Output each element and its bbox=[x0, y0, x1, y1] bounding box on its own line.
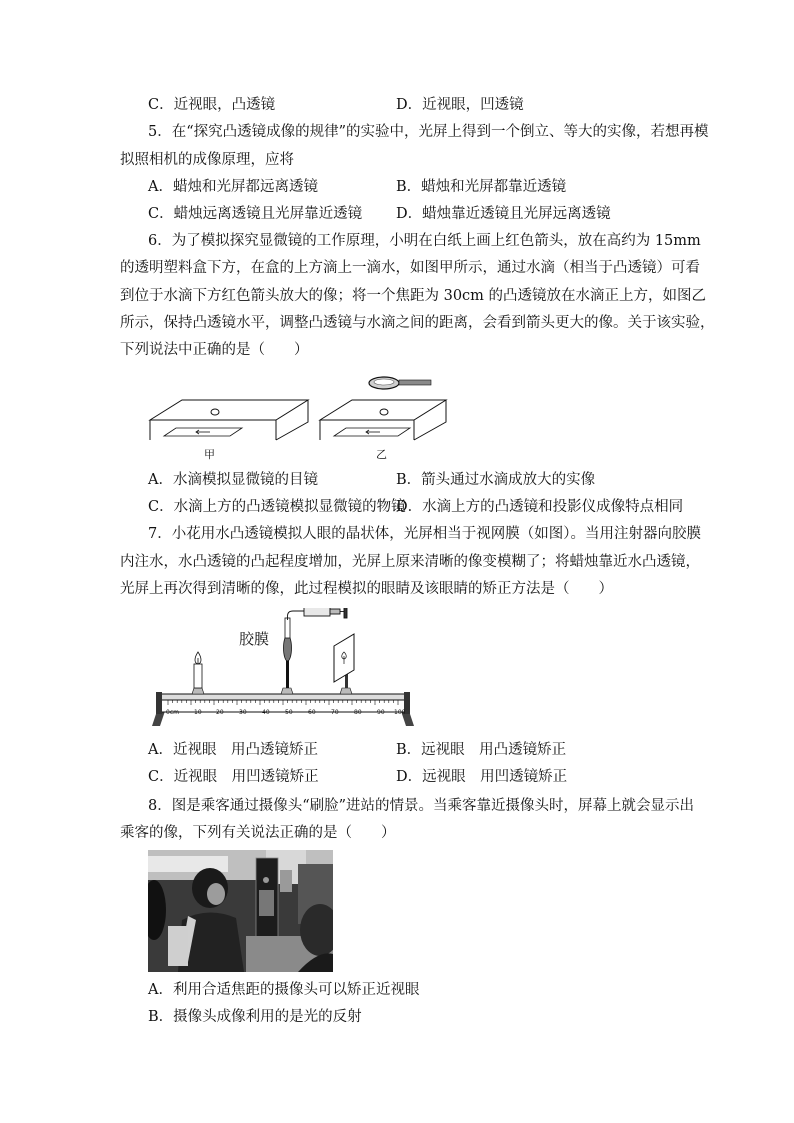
q4-option-c: C．近视眼，凸透镜 bbox=[148, 97, 276, 113]
q8-option-b: B．摄像头成像利用的是光的反射 bbox=[148, 1009, 362, 1025]
ruler-tick-label: 30 bbox=[239, 709, 247, 716]
box-diagram-b bbox=[320, 400, 446, 440]
ruler-tick-label: 60 bbox=[308, 709, 316, 716]
q6-stem-line-5: 下列说法中正确的是（ ） bbox=[120, 342, 309, 358]
ruler-tick-label: 50 bbox=[285, 709, 293, 716]
q7-option-d: D．远视眼 用凹透镜矫正 bbox=[396, 769, 568, 785]
membrane-label: 胶膜 bbox=[239, 630, 270, 648]
q6-stem-line-3: 到位于水滴下方红色箭头放大的像；将一个焦距为 30cm 的凸透镜放在水滴正上方，如图乙 bbox=[120, 288, 707, 304]
ruler-tick-label: 100 bbox=[394, 709, 406, 716]
q7-stem-line-1: 7．小花用水凸透镜模拟人眼的晶状体，光屏相当于视网膜（如图）。当用注射器向胶膜 bbox=[148, 526, 701, 542]
bench-end-left bbox=[156, 692, 162, 714]
q6-option-d: D．水滴上方的凸透镜和投影仪成像特点相同 bbox=[396, 499, 684, 515]
figure-label-a: 甲 bbox=[204, 448, 215, 461]
q5-stem-line-1: 5．在“探究凸透镜成像的规律”的实验中，光屏上得到一个倒立、等大的实像，若想再模 bbox=[148, 124, 709, 140]
ruler-tick-label: 10 bbox=[194, 709, 202, 716]
figure-label-b: 乙 bbox=[376, 448, 387, 461]
ruler-tick-label: 80 bbox=[354, 709, 362, 716]
ruler-tick-label: 70 bbox=[331, 709, 339, 716]
q8-stem-line-1: 8．图是乘客通过摄像头“刷脸”进站的情景。当乘客靠近摄像头时，屏幕上就会显示出 bbox=[148, 798, 695, 814]
q5-option-c: C．蜡烛远离透镜且光屏靠近透镜 bbox=[148, 206, 363, 222]
q8-option-a: A．利用合适焦距的摄像头可以矫正近视眼 bbox=[148, 982, 420, 998]
q4-option-d: D．近视眼，凹透镜 bbox=[396, 97, 524, 113]
water-drop-icon bbox=[380, 409, 388, 415]
syringe-icon bbox=[288, 608, 348, 620]
water-convex-lens-icon bbox=[281, 618, 293, 694]
q6-option-b: B．箭头通过水滴成放大的实像 bbox=[396, 472, 596, 488]
water-drop-icon bbox=[211, 409, 219, 415]
q5-option-b: B．蜡烛和光屏都靠近透镜 bbox=[396, 179, 567, 195]
ruler-tick-labels bbox=[166, 709, 404, 719]
q7-stem-line-3: 光屏上再次得到清晰的像，此过程模拟的眼睛及该眼睛的矫正方法是（ ） bbox=[120, 581, 613, 597]
ruler-tick-label: 40 bbox=[262, 709, 270, 716]
candle-icon bbox=[192, 652, 204, 694]
bench-rail bbox=[158, 694, 408, 700]
ruler-tick-label: 90 bbox=[377, 709, 385, 716]
q6-option-a: A．水滴模拟显微镜的目镜 bbox=[148, 472, 318, 488]
q5-stem-line-2: 拟照相机的成像原理，应将 bbox=[120, 152, 294, 168]
q6-figure bbox=[148, 370, 448, 462]
box-diagram-a bbox=[150, 400, 308, 440]
magnifier-lens-icon bbox=[369, 377, 431, 389]
q6-stem-line-4: 所示，保持凸透镜水平，调整凸透镜与水滴之间的距离，会看到箭头更大的像。关于该实验， bbox=[120, 315, 715, 331]
q6-stem-line-1: 6．为了模拟探究显微镜的工作原理，小明在白纸上画上红色箭头，放在高约为 15mm bbox=[148, 233, 701, 249]
q5-option-a: A．蜡烛和光屏都远离透镜 bbox=[148, 179, 318, 195]
q6-stem-line-2: 的透明塑料盒下方，在盒的上方滴上一滴水，如图甲所示，通过水滴（相当于凸透镜）可看 bbox=[120, 260, 700, 276]
q6-option-c: C．水滴上方的凸透镜模拟显微镜的物镜 bbox=[148, 499, 406, 515]
light-screen-icon bbox=[334, 634, 354, 694]
q7-stem-line-2: 内注水，水凸透镜的凸起程度增加，光屏上原来清晰的像变模糊了；将蜡烛靠近水凸透镜， bbox=[120, 554, 700, 570]
q5-option-d: D．蜡烛靠近透镜且光屏远离透镜 bbox=[396, 206, 611, 222]
q7-option-c: C．近视眼 用凹透镜矫正 bbox=[148, 769, 319, 785]
q8-stem-line-2: 乘客的像，下列有关说法正确的是（ ） bbox=[120, 825, 396, 841]
q7-option-a: A．近视眼 用凸透镜矫正 bbox=[148, 742, 318, 758]
ruler-tick-label: 0cm bbox=[166, 709, 179, 716]
q7-option-b: B．远视眼 用凸透镜矫正 bbox=[396, 742, 567, 758]
ruler-tick-label: 20 bbox=[216, 709, 224, 716]
face-scan-gate-photo bbox=[148, 850, 333, 972]
